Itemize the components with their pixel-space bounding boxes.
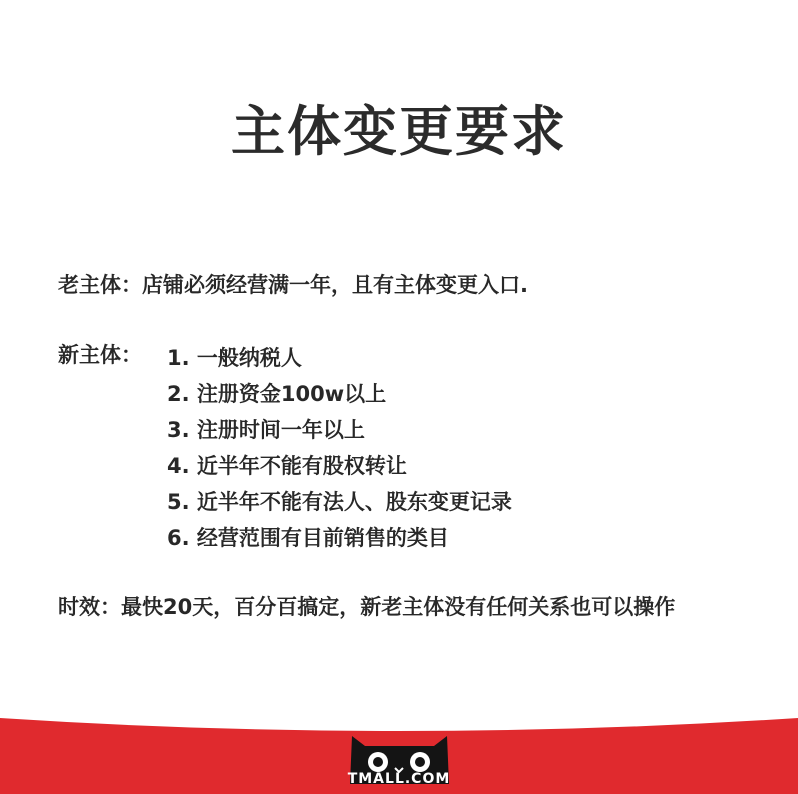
new-entity-label: 新主体： xyxy=(58,343,142,367)
requirement-item: 6. 经营范围有目前销售的类目 xyxy=(167,526,449,550)
page-title: 主体变更要求 xyxy=(231,100,567,163)
timeliness-note xyxy=(58,592,675,622)
requirement-item: 4. 近半年不能有股权转让 xyxy=(167,454,407,478)
timeliness-text: 最快20天，百分百搞定，新老主体没有任何关系也可以操作 xyxy=(121,595,676,619)
new-entity-requirements-list xyxy=(167,340,512,556)
old-entity-label: 老主体： xyxy=(58,273,142,297)
requirement-item: 1. 一般纳税人 xyxy=(167,346,302,370)
old-entity-requirement xyxy=(58,270,528,300)
timeliness-label: 时效： xyxy=(58,595,121,619)
requirement-item: 5. 近半年不能有法人、股东变更记录 xyxy=(167,490,512,514)
requirement-item: 3. 注册时间一年以上 xyxy=(167,418,365,442)
old-entity-text: 店铺必须经营满一年，且有主体变更入口. xyxy=(142,273,528,297)
requirement-item: 2. 注册资金100w以上 xyxy=(167,382,387,406)
tmall-logo-text: TMALL.COM xyxy=(347,771,451,787)
